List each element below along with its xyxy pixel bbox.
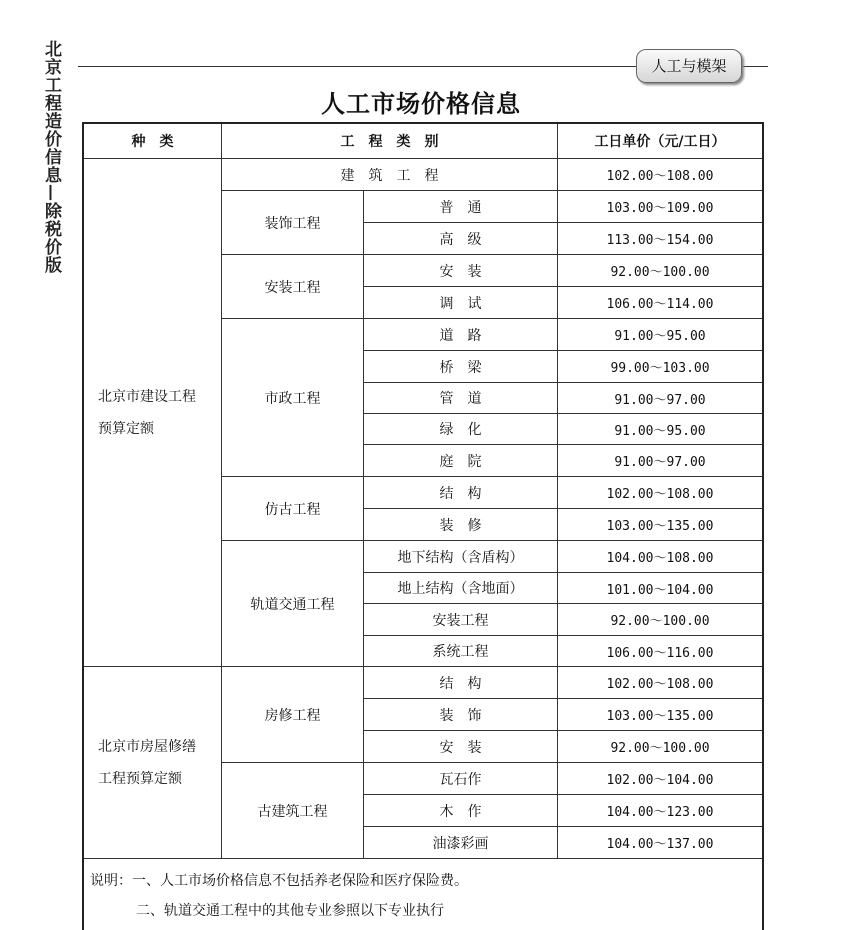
price-cell: 91.00～95.00: [558, 319, 762, 351]
price-cell: 91.00～97.00: [558, 445, 762, 477]
header-kind: 种 类: [84, 124, 222, 159]
page-title: 人工市场价格信息: [321, 90, 521, 118]
subcategory-cell: 地上结构（含地面）: [364, 573, 558, 604]
price-cell: 104.00～137.00: [558, 827, 762, 859]
group-line: 北京市建设工程: [98, 388, 196, 405]
subcategory-cell: 调 试: [364, 287, 558, 319]
subcategory-cell: 装 饰: [364, 699, 558, 731]
subcategory-cell: 瓦石作: [364, 763, 558, 795]
price-cell: 92.00～100.00: [558, 731, 762, 763]
category-guidao: 轨道交通工程: [222, 541, 364, 667]
category-gujianzhu: 古建筑工程: [222, 763, 364, 859]
price-cell: 92.00～100.00: [558, 255, 762, 287]
price-cell: 99.00～103.00: [558, 351, 762, 383]
price-cell: 91.00～97.00: [558, 383, 762, 414]
category-zhuangshi: 装饰工程: [222, 191, 364, 255]
subcategory-cell: 油漆彩画: [364, 827, 558, 859]
price-cell: 103.00～135.00: [558, 699, 762, 731]
subcategory-cell: 高 级: [364, 223, 558, 255]
price-cell: 92.00～100.00: [558, 604, 762, 636]
group-beijing-housing: [84, 667, 222, 859]
subcategory-cell: 安装工程: [364, 604, 558, 636]
subcategory-cell: 桥 梁: [364, 351, 558, 383]
category-shizheng: 市政工程: [222, 319, 364, 477]
header-price: 工日单价（元/工日）: [558, 124, 762, 159]
category-anzhuang: 安装工程: [222, 255, 364, 319]
subcategory-cell: 普 通: [364, 191, 558, 223]
price-cell: 102.00～104.00: [558, 763, 762, 795]
subcategory-cell: 结 构: [364, 667, 558, 699]
category-fangxiu: 房修工程: [222, 667, 364, 763]
category-jianzhu: 建 筑 工 程: [222, 159, 558, 191]
price-cell: 103.00～135.00: [558, 509, 762, 541]
subcategory-cell: 安 装: [364, 731, 558, 763]
section-tag-button[interactable]: 人工与模架: [636, 49, 742, 83]
price-cell: 104.00～108.00: [558, 541, 762, 573]
subcategory-cell: 结 构: [364, 477, 558, 509]
category-fanggu: 仿古工程: [222, 477, 364, 541]
subcategory-cell: 装 修: [364, 509, 558, 541]
subcategory-cell: 庭 院: [364, 445, 558, 477]
subcategory-cell: 木 作: [364, 795, 558, 827]
price-cell: 102.00～108.00: [558, 477, 762, 509]
group-line: 北京市房屋修缮: [98, 738, 196, 755]
price-cell: 113.00～154.00: [558, 223, 762, 255]
price-cell: 103.00～109.00: [558, 191, 762, 223]
price-cell: 101.00～104.00: [558, 573, 762, 604]
note-line-1: 说明：一、人工市场价格信息不包括养老保险和医疗保险费。: [90, 873, 468, 889]
price-cell: 106.00～116.00: [558, 636, 762, 667]
price-cell: 106.00～114.00: [558, 287, 762, 319]
price-cell: 91.00～95.00: [558, 414, 762, 445]
price-cell: 104.00～123.00: [558, 795, 762, 827]
side-title: 北京工程造价信息—除税价版: [41, 40, 61, 274]
group-line: 工程预算定额: [98, 770, 182, 787]
subcategory-cell: 安 装: [364, 255, 558, 287]
subcategory-cell: 系统工程: [364, 636, 558, 667]
subcategory-cell: 管 道: [364, 383, 558, 414]
subcategory-cell: 绿 化: [364, 414, 558, 445]
subcategory-cell: 道 路: [364, 319, 558, 351]
price-cell: 102.00～108.00: [558, 667, 762, 699]
group-beijing-construction: [84, 159, 222, 667]
note-line-2: 二、轨道交通工程中的其他专业参照以下专业执行: [136, 903, 444, 919]
group-line: 预算定额: [98, 420, 154, 437]
price-cell: 102.00～108.00: [558, 159, 762, 191]
header-category: 工 程 类 别: [222, 124, 558, 159]
price-table: [82, 122, 764, 930]
subcategory-cell: 地下结构（含盾构）: [364, 541, 558, 573]
